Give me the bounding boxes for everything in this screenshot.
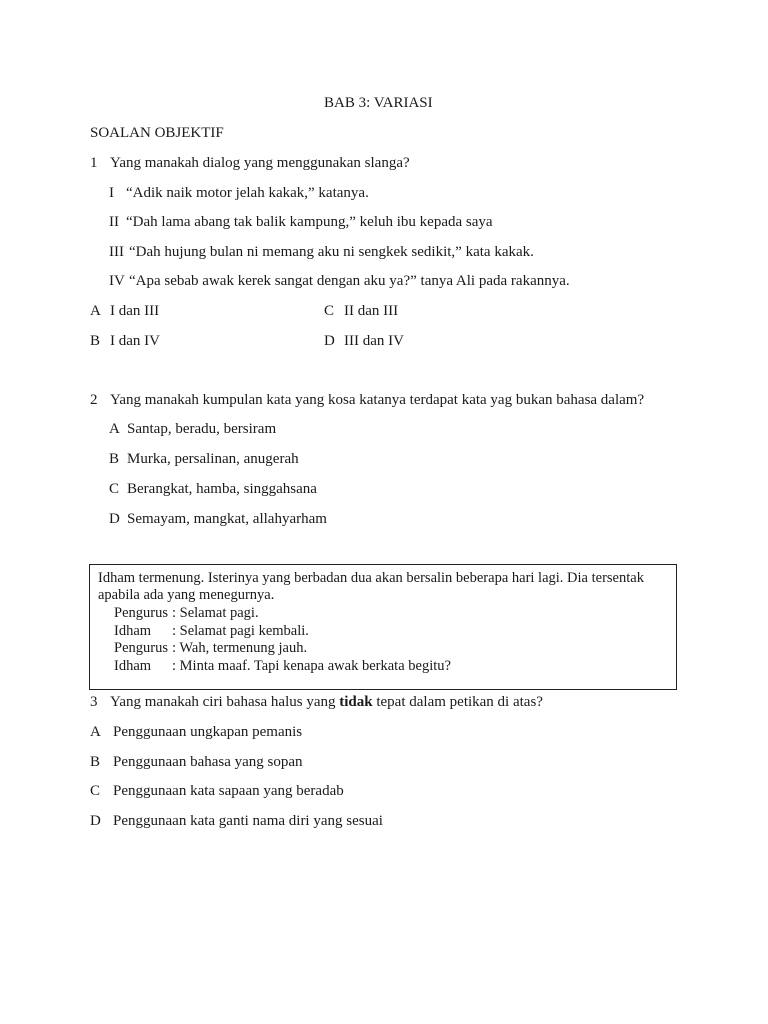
question-text: Yang manakah ciri bahasa halus yang bbox=[110, 694, 336, 710]
option-text: I dan IV bbox=[110, 333, 160, 349]
passage-line-2: apabila ada yang menegurnya. bbox=[98, 587, 275, 603]
option-text: I dan III bbox=[110, 303, 160, 319]
dialog-text: : Minta maaf. Tapi kenapa awak berkata begitu? bbox=[172, 658, 451, 674]
q1-statement-3 bbox=[109, 243, 534, 261]
speaker-name: Pengurus bbox=[114, 605, 168, 621]
question-2 bbox=[90, 391, 644, 409]
option-letter: D bbox=[109, 511, 120, 527]
passage-line-1: Idham termenung. Isterinya yang berbadan dua akan bersalin beberapa hari lagi. Dia tersentak bbox=[98, 570, 644, 586]
speaker-name: Pengurus bbox=[114, 640, 168, 656]
dialog-text: : Selamat pagi kembali. bbox=[172, 623, 309, 639]
speaker-name: Idham bbox=[114, 623, 152, 639]
q2-option-d[interactable] bbox=[109, 510, 327, 528]
q2-option-a[interactable] bbox=[109, 420, 276, 438]
question-text: Yang manakah dialog yang menggunakan slanga? bbox=[110, 155, 410, 171]
q1-option-b[interactable] bbox=[90, 332, 160, 350]
roman-numeral: II bbox=[109, 214, 119, 230]
roman-numeral: I bbox=[109, 185, 114, 201]
page-title: BAB 3: VARIASI bbox=[324, 95, 433, 111]
dialog-line bbox=[114, 605, 259, 622]
option-letter: B bbox=[90, 754, 101, 770]
option-text: Penggunaan bahasa yang sopan bbox=[113, 754, 303, 770]
option-letter: C bbox=[324, 303, 335, 319]
dialog-line bbox=[114, 623, 309, 640]
passage-box bbox=[89, 564, 677, 690]
q1-statement-4 bbox=[109, 272, 570, 290]
question-text-end: tepat dalam petikan di atas? bbox=[376, 694, 543, 710]
question-number: 1 bbox=[90, 155, 98, 171]
q1-statement-2 bbox=[109, 213, 493, 231]
option-text: Semayam, mangkat, allahyarham bbox=[127, 511, 327, 527]
roman-numeral: III bbox=[109, 244, 124, 260]
option-text: Berangkat, hamba, singgahsana bbox=[127, 481, 317, 497]
option-text: Santap, beradu, bersiram bbox=[127, 421, 277, 437]
dialog-text: : Wah, termenung jauh. bbox=[172, 640, 308, 656]
q1-statement-1 bbox=[109, 184, 369, 202]
option-text: Penggunaan ungkapan pemanis bbox=[113, 724, 303, 740]
q2-option-c[interactable] bbox=[109, 480, 317, 498]
question-number: 3 bbox=[90, 694, 98, 710]
question-number: 2 bbox=[90, 392, 98, 408]
q3-option-c[interactable] bbox=[90, 782, 344, 800]
statement-text: “Dah hujung bulan ni memang aku ni sengkek sedikit,” kata kakak. bbox=[129, 244, 534, 260]
question-text: Yang manakah kumpulan kata yang kosa katanya terdapat kata yag bukan bahasa dalam? bbox=[110, 392, 645, 408]
option-letter: D bbox=[324, 333, 335, 349]
statement-text: “Dah lama abang tak balik kampung,” keluh ibu kepada saya bbox=[126, 214, 493, 230]
option-letter: A bbox=[109, 421, 120, 437]
option-letter: C bbox=[109, 481, 120, 497]
dialog-line bbox=[114, 658, 451, 675]
q1-option-d[interactable] bbox=[324, 332, 404, 350]
q1-option-c[interactable] bbox=[324, 302, 398, 320]
q2-option-b[interactable] bbox=[109, 450, 299, 468]
option-text: III dan IV bbox=[344, 333, 404, 349]
option-text: II dan III bbox=[344, 303, 399, 319]
option-letter: C bbox=[90, 783, 101, 799]
option-text: Penggunaan kata sapaan yang beradab bbox=[113, 783, 344, 799]
question-1 bbox=[90, 154, 410, 172]
emphasis-text: tidak bbox=[339, 694, 373, 710]
option-letter: B bbox=[109, 451, 120, 467]
statement-text: “Apa sebab awak kerek sangat dengan aku ya?” tanya Ali pada rakannya. bbox=[129, 273, 570, 289]
option-letter: B bbox=[90, 333, 101, 349]
dialog-line bbox=[114, 640, 307, 657]
dialog-text: : Selamat pagi. bbox=[172, 605, 259, 621]
option-letter: A bbox=[90, 303, 101, 319]
q3-option-a[interactable] bbox=[90, 723, 302, 741]
option-text: Murka, persalinan, anugerah bbox=[127, 451, 299, 467]
option-letter: D bbox=[90, 813, 101, 829]
q3-option-b[interactable] bbox=[90, 753, 303, 771]
statement-text: “Adik naik motor jelah kakak,” katanya. bbox=[126, 185, 369, 201]
q3-option-d[interactable] bbox=[90, 812, 383, 830]
speaker-name: Idham bbox=[114, 658, 152, 674]
question-3 bbox=[90, 693, 543, 711]
section-heading: SOALAN OBJEKTIF bbox=[90, 125, 224, 141]
option-letter: A bbox=[90, 724, 101, 740]
q1-option-a[interactable] bbox=[90, 302, 159, 320]
option-text: Penggunaan kata ganti nama diri yang sesuai bbox=[113, 813, 383, 829]
roman-numeral: IV bbox=[109, 273, 125, 289]
